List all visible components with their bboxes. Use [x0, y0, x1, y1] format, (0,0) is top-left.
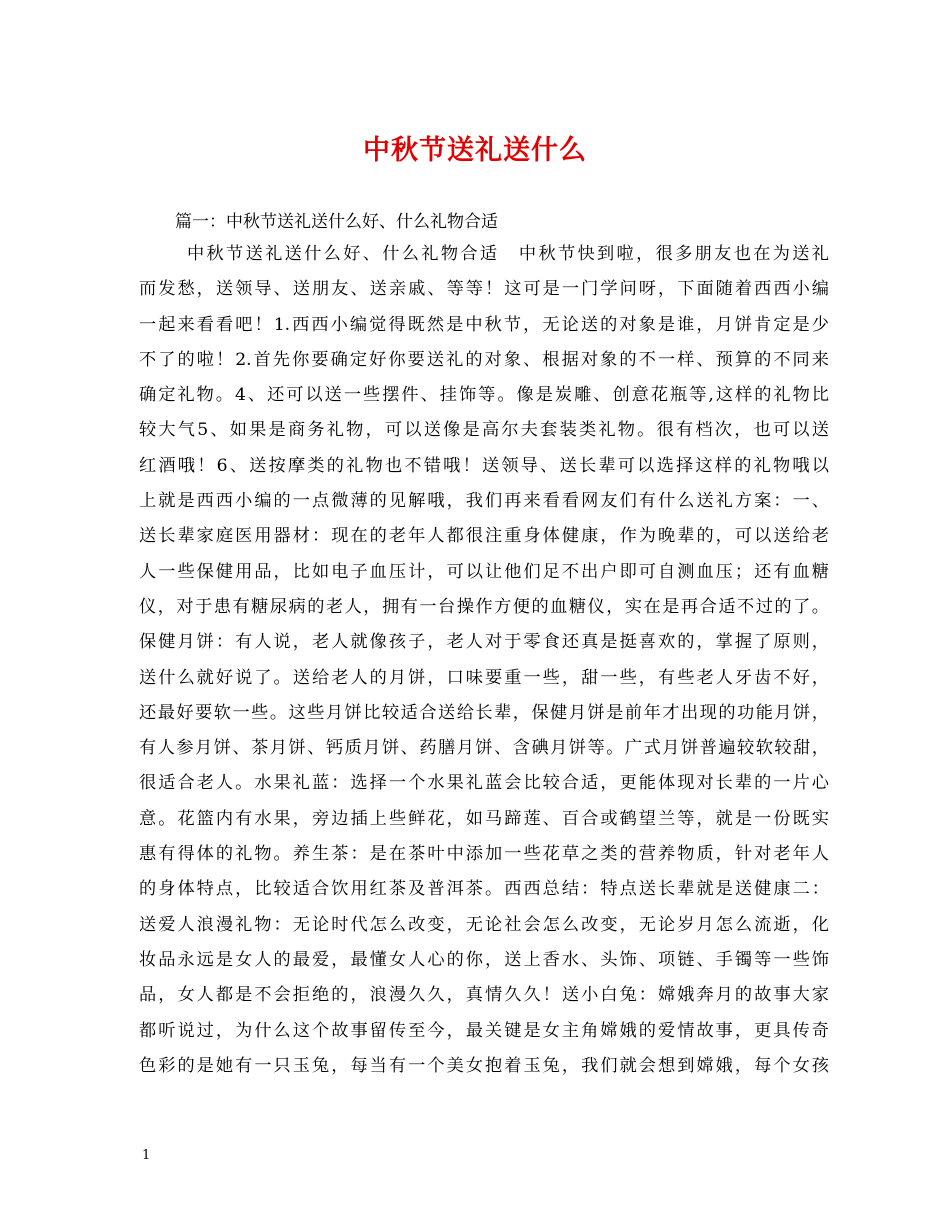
text-line: 都听说过，为什么这个故事留传至今，最关键是女主角嫦娥的爱情故事，更具传奇: [139, 1020, 829, 1041]
text-line: 中秋节送礼送什么好、什么礼物合适 中秋节快到啦，很多朋友也在为送礼: [187, 244, 829, 264]
text-line: 送长辈家庭医用器材：现在的老年人都很注重身体健康，作为晚辈的，可以送给老: [139, 526, 829, 547]
body-text: [139, 237, 829, 1084]
text-line: 的身体特点，比较适合饮用红茶及普洱茶。西西总结：特点送长辈就是送健康二：: [139, 879, 829, 900]
text-line: 保健月饼：有人说，老人就像孩子，老人对于零食还真是挺喜欢的，掌握了原则，: [139, 632, 829, 653]
text-line: 上就是西西小编的一点微薄的见解哦，我们再来看看网友们有什么送礼方案：一、: [139, 491, 829, 512]
page-number: 1: [142, 1148, 151, 1163]
text-line: 而发愁，送领导、送朋友、送亲戚、等等！这可是一门学问呀，下面随着西西小编: [139, 279, 829, 300]
text-line: 还最好要软一些。这些月饼比较适合送给长辈，保健月饼是前年才出现的功能月饼，: [139, 702, 829, 723]
section-heading: 篇一：中秋节送礼送什么好、什么礼物合适: [175, 212, 498, 232]
page-title: 中秋节送礼送什么: [363, 135, 587, 166]
text-line: 不了的啦！2.首先你要确定好你要送礼的对象、根据对象的不一样、预算的不同来: [139, 349, 829, 370]
text-line: 人一些保健用品，比如电子血压计，可以让他们足不出户即可自测血压；还有血糖: [139, 561, 829, 582]
text-line: 很适合老人。水果礼蓝：选择一个水果礼蓝会比较合适，更能体现对长辈的一片心: [139, 773, 829, 794]
text-line: 仪，对于患有糖尿病的老人，拥有一台操作方便的血糖仪，实在是再合适不过的了。: [139, 596, 829, 617]
text-line: 送爱人浪漫礼物：无论时代怎么改变，无论社会怎么改变，无论岁月怎么流逝，化: [139, 914, 829, 935]
text-line: 意。花篮内有水果，旁边插上些鲜花，如马蹄莲、百合或鹤望兰等，就是一份既实: [139, 808, 829, 829]
text-line: 一起来看看吧！1.西西小编觉得既然是中秋节，无论送的对象是谁，月饼肯定是少: [139, 314, 829, 335]
text-line: 妆品永远是女人的最爱，最懂女人心的你，送上香水、头饰、项链、手镯等一些饰: [139, 949, 829, 970]
text-line: 惠有得体的礼物。养生茶：是在茶叶中添加一些花草之类的营养物质，针对老年人: [139, 844, 829, 865]
text-line: 有人参月饼、茶月饼、钙质月饼、药膳月饼、含碘月饼等。广式月饼普遍较软较甜，: [139, 738, 829, 759]
text-line: 送什么就好说了。送给老人的月饼，口味要重一些，甜一些，有些老人牙齿不好，: [139, 667, 829, 688]
text-line: 较大气5、如果是商务礼物，可以送像是高尔夫套装类礼物。很有档次，也可以送: [139, 420, 829, 441]
text-line: 红酒哦！6、送按摩类的礼物也不错哦！送领导、送长辈可以选择这样的礼物哦以: [139, 455, 829, 476]
text-line: 确定礼物。4、还可以送一些摆件、挂饰等。像是炭雕、创意花瓶等,这样的礼物比: [139, 385, 829, 406]
text-line: 品，女人都是不会拒绝的，浪漫久久，真情久久！送小白兔：嫦娥奔月的故事大家: [139, 985, 829, 1006]
text-line: 色彩的是她有一只玉兔，每当有一个美女抱着玉兔，我们就会想到嫦娥，每个女孩: [139, 1055, 829, 1076]
